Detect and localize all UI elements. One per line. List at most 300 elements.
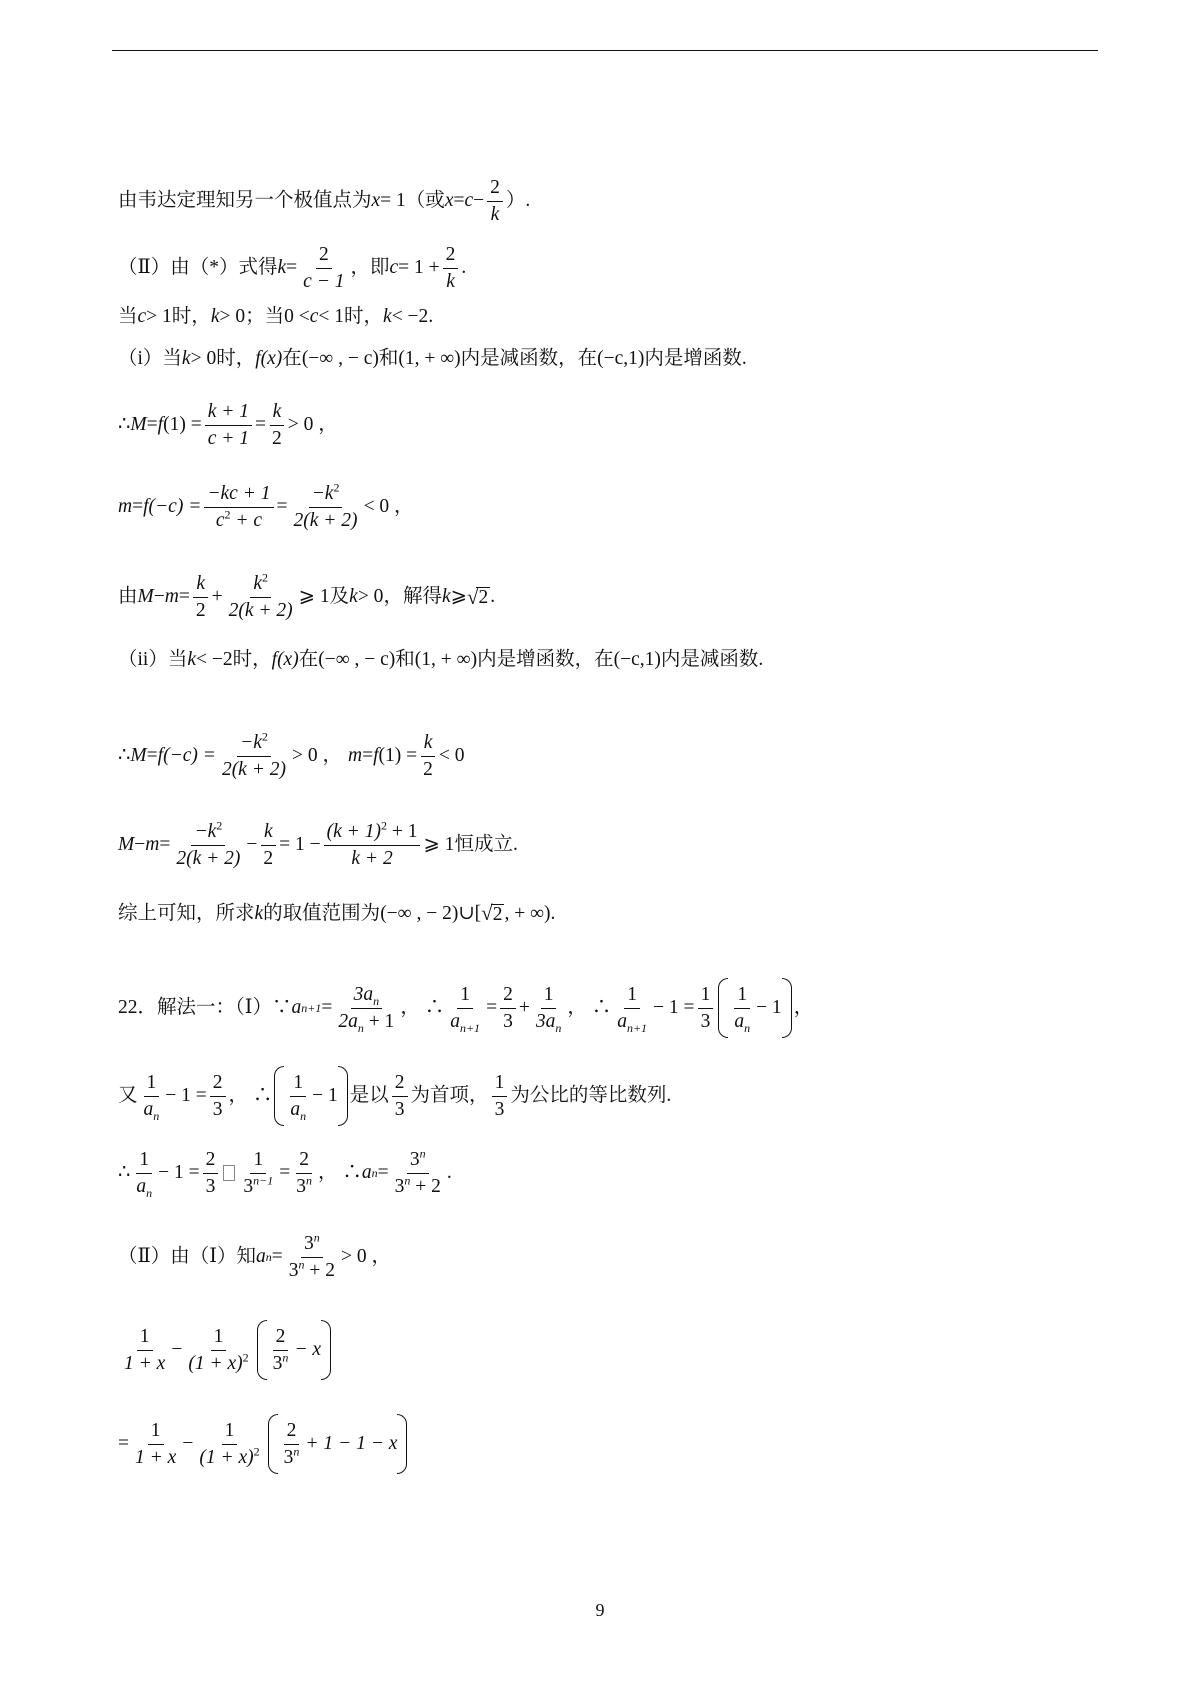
text: = (132, 496, 144, 518)
text: > 0 (190, 348, 217, 369)
text: 3 (409, 1149, 420, 1170)
var-f: f (157, 414, 164, 436)
text: = (276, 496, 288, 518)
fraction (698, 985, 714, 1031)
text: = (286, 257, 298, 279)
text: （或 (405, 190, 445, 212)
denominator: 2(k + 2) (221, 758, 286, 780)
fraction (203, 1150, 219, 1196)
text: ；当 (245, 306, 285, 327)
text: 和 (395, 649, 415, 670)
denominator: 2 (195, 599, 206, 621)
fraction (533, 984, 565, 1035)
parenthesized-group (718, 978, 791, 1038)
line-diff-case-ii (118, 818, 518, 869)
exponent: n (306, 1173, 313, 1187)
fraction (121, 1327, 168, 1373)
text: − (182, 1433, 194, 1455)
subscript: n+1 (459, 1020, 481, 1035)
text: (1 + x) (199, 1446, 254, 1468)
numerator: 2 (296, 1150, 312, 1174)
left-paren (268, 1414, 278, 1474)
text: ⩾ 1 (423, 834, 455, 856)
numerator: 2 (203, 1150, 219, 1174)
text: 当 (118, 306, 138, 327)
text: (1 + x) (188, 1352, 243, 1374)
text: ）. (505, 190, 531, 212)
fraction (487, 178, 503, 224)
denominator: 2 (263, 847, 274, 869)
text: > 0 (357, 586, 384, 608)
subscript: n+1 (626, 1020, 648, 1035)
numerator (309, 480, 343, 508)
text: (k + 1) (326, 821, 381, 842)
text: 恒成立. (454, 834, 518, 856)
text: 3 (296, 1175, 307, 1197)
text: （i）当 (118, 348, 182, 369)
text: = (279, 1162, 291, 1184)
var-k: k (277, 257, 287, 279)
interval: (1, + ∞) (398, 348, 461, 369)
text: − 1 (312, 1085, 338, 1107)
text: = (362, 745, 374, 767)
denominator (196, 1445, 262, 1468)
text: > 0 (219, 306, 246, 327)
parenthesized-group (268, 1414, 408, 1474)
text: ⩾ 1 (298, 586, 330, 608)
var-k: k (181, 348, 191, 369)
var-f: f (143, 496, 149, 518)
numerator: 1 (211, 1327, 227, 1351)
text: > 1 (146, 306, 172, 327)
text: ，解得 (383, 586, 442, 608)
numerator: k (270, 402, 285, 426)
var-x: x (371, 190, 381, 212)
text: + 1 (363, 1010, 395, 1032)
text: − (246, 834, 258, 856)
denominator: 3 (700, 1010, 711, 1032)
line-case-i (118, 349, 747, 369)
numerator: 1 (148, 1421, 164, 1445)
text: = (159, 834, 171, 856)
var-f: f (255, 348, 261, 369)
parenthesized-group (257, 1320, 331, 1380)
fraction (281, 1421, 303, 1467)
denominator (240, 1174, 276, 1197)
text: − x (294, 1339, 322, 1361)
fraction (324, 818, 421, 869)
var-a: a (255, 1246, 266, 1268)
text: = (271, 1246, 283, 1268)
line-M-case-i (118, 402, 338, 448)
fraction (185, 1327, 251, 1373)
numerator (301, 1230, 323, 1258)
radical-sign: √ (481, 901, 493, 925)
right-paren (321, 1320, 331, 1380)
numerator: 1 (624, 985, 640, 1009)
text: 3 (394, 1175, 405, 1197)
exponent: n (419, 1146, 426, 1161)
interval: (−∞ , − c) (318, 649, 396, 670)
denominator (213, 508, 265, 531)
var-a: a (291, 997, 302, 1019)
text: (−c) = (163, 745, 216, 767)
denominator (270, 1351, 292, 1374)
numerator (407, 1146, 429, 1174)
denominator: 3 (394, 1098, 405, 1120)
missing-glyph-box (223, 1165, 235, 1181)
fraction (141, 1072, 163, 1123)
text: = (178, 586, 190, 608)
var-f: f (157, 745, 164, 767)
denominator: c − 1 (303, 270, 345, 292)
var-x: x (444, 190, 454, 212)
text: < −2 (196, 649, 233, 670)
fraction (210, 1073, 226, 1119)
denominator: 2 (272, 427, 282, 449)
fraction (260, 822, 276, 868)
right-paren (397, 1414, 407, 1474)
interval: (−c,1) (597, 348, 645, 369)
denominator: 1 + x (124, 1352, 166, 1374)
numerator: 1 (457, 985, 473, 1009)
text: + (211, 586, 223, 608)
line-problem-22: 22．解法一：（Ⅰ）∵ a n+1 = $\frac{3a_n}{2a_n + 1}$ ， ∴ $\frac{1}{a_{n+1}}$ = $\frac{2}{3}$ + $\frac{1}{3a_n}$ ， ∴ $\frac{1}{a_{n+1}}$ − 1 = $\frac{1}{3}$ $\frac{1}{a_n}$ − 1 ， (118, 978, 813, 1038)
var-c: c (464, 190, 474, 212)
fraction (614, 984, 650, 1035)
var-M: M (137, 586, 154, 608)
fraction (204, 484, 273, 530)
denominator (731, 1009, 753, 1035)
text: < 1 (318, 306, 345, 327)
text: 内是增函数. (644, 348, 747, 369)
text: 内是减函数. (660, 649, 764, 670)
numerator (351, 985, 383, 1009)
text: ，即 (350, 257, 390, 279)
fraction (392, 1146, 444, 1197)
numerator: 2 (284, 1421, 300, 1445)
text: − 1 (756, 997, 782, 1019)
subscript: n (357, 1020, 364, 1035)
var-k: k (349, 586, 358, 608)
text: (−c) = (148, 496, 202, 518)
exponent: 2 (261, 729, 268, 744)
denominator (293, 1174, 315, 1197)
denominator: 2(k + 2) (293, 509, 358, 531)
text: 在 (282, 348, 302, 369)
text: . (461, 257, 467, 279)
fraction (492, 1073, 508, 1119)
exponent: 2 (216, 818, 223, 833)
text: + (518, 997, 530, 1019)
text: 为公比的等比数列. (510, 1085, 672, 1107)
numerator: 2 (500, 985, 516, 1009)
text: 时， (232, 649, 272, 670)
fraction (500, 985, 516, 1031)
header-rule (112, 50, 1098, 51)
parenthesized-group (274, 1066, 347, 1126)
text: 由韦达定理知另一个极值点为 (118, 190, 372, 212)
denominator: 2(k + 2) (176, 847, 241, 869)
var-M: M (130, 745, 147, 767)
fraction (287, 1072, 309, 1123)
exponent: 2 (253, 1444, 260, 1458)
text: k (253, 573, 262, 594)
text: 时， (344, 306, 384, 327)
text: [ (474, 902, 482, 924)
text: a (617, 1010, 627, 1032)
denominator: c + 1 (207, 427, 250, 449)
text: + 1 (386, 821, 418, 842)
left-paren (274, 1066, 284, 1126)
denominator: 3 (494, 1098, 505, 1120)
var-m: m (348, 745, 363, 767)
fraction (293, 1150, 315, 1196)
numerator: 2 (210, 1073, 226, 1097)
text: −k (311, 483, 334, 504)
text: a (450, 1010, 460, 1032)
radical-sign: √ (466, 584, 479, 609)
numerator: 2 (316, 245, 332, 269)
numerator: 2 (273, 1327, 289, 1351)
text: = (255, 414, 267, 436)
numerator: 1 (734, 985, 750, 1009)
fraction (731, 984, 753, 1035)
text: c (215, 509, 225, 531)
subscript: n (373, 993, 380, 1008)
var-M: M (118, 834, 135, 856)
text: = (453, 190, 465, 212)
line-cases (118, 307, 433, 327)
text: = (377, 1162, 389, 1184)
text: −k (240, 732, 262, 753)
numerator: 2 (392, 1073, 408, 1097)
denominator: k (490, 203, 500, 225)
text: a (143, 1098, 154, 1120)
text: . (446, 1162, 452, 1184)
fraction (133, 1149, 155, 1200)
exponent: n (404, 1173, 411, 1187)
var-a: a (361, 1162, 372, 1184)
text: = 1 + (398, 257, 440, 279)
numerator (237, 729, 271, 757)
subscript: n (300, 1108, 307, 1123)
fraction (269, 402, 285, 448)
numerator: 2 (487, 178, 503, 202)
text: ∴ (118, 1162, 131, 1184)
text: a (136, 1175, 147, 1197)
denominator (447, 1009, 483, 1035)
denominator (185, 1351, 251, 1374)
text: ， ∴ (318, 1162, 362, 1184)
numerator: 1 (290, 1073, 306, 1097)
fraction (193, 574, 209, 620)
subscript: n (555, 1020, 562, 1035)
exponent: n (313, 1230, 320, 1245)
fraction (286, 1230, 338, 1281)
var-k: k (187, 649, 196, 670)
text: 2a (338, 1010, 358, 1032)
fraction (392, 1073, 408, 1119)
subscript: n (153, 1108, 160, 1123)
text: 3a (535, 1010, 556, 1032)
text: − (473, 190, 485, 212)
text: 3 (303, 1233, 314, 1254)
denominator (335, 1009, 397, 1035)
var-k: k (441, 586, 451, 608)
text: − (171, 1339, 183, 1361)
text: − 1 = (653, 997, 695, 1019)
numerator: 1 (250, 1150, 266, 1174)
text: < −2 (391, 306, 429, 327)
fraction (219, 729, 289, 780)
text: + c (230, 509, 263, 531)
var-m: m (164, 586, 179, 608)
text: 内是减函数，在 (460, 348, 598, 369)
text: ， ∴ (228, 1085, 273, 1107)
radicand: 2 (492, 903, 503, 925)
fraction (132, 1421, 179, 1467)
union-symbol: ∪ (458, 902, 475, 924)
fraction (196, 1421, 262, 1467)
text: + 1 − 1 − x (305, 1433, 398, 1455)
fraction (300, 245, 347, 291)
var-c: c (389, 257, 399, 279)
line-expression-2 (118, 1414, 409, 1474)
text: (1) = (163, 414, 202, 436)
text: 的取值范围为 (263, 902, 381, 924)
text: 是以 (349, 1085, 389, 1107)
numerator: k (261, 822, 276, 846)
denominator: 2(k + 2) (228, 599, 293, 621)
right-paren (338, 1066, 348, 1126)
text: ， ∴ (400, 997, 445, 1019)
text: = (146, 745, 158, 767)
numerator: 1 (144, 1073, 160, 1097)
denominator: 3 (205, 1175, 216, 1197)
denominator (133, 1174, 155, 1200)
text: . (550, 902, 556, 924)
text: 内是增函数，在 (477, 649, 614, 670)
var-c: c (137, 306, 147, 327)
denominator: k (446, 270, 455, 292)
text: ， (793, 997, 814, 1019)
exponent: 2 (224, 507, 231, 521)
numerator (324, 818, 421, 846)
text: 3 (283, 1446, 294, 1468)
denominator: 3 (503, 1010, 513, 1032)
interval: (−c,1) (613, 649, 661, 670)
var-M: M (130, 414, 147, 436)
text: a (290, 1098, 301, 1120)
numerator (191, 818, 225, 846)
fraction (420, 733, 436, 779)
fraction (173, 818, 243, 869)
text: (x) (277, 649, 299, 670)
line-M-m-case-ii (118, 729, 465, 780)
page-number: 9 (595, 1600, 605, 1620)
var-m: m (145, 834, 160, 856)
right-paren (782, 978, 792, 1038)
var-k: k (210, 306, 220, 327)
exponent: 2 (333, 480, 340, 495)
numerator: 2 (443, 245, 459, 269)
text: 又 (118, 1085, 138, 1107)
text: < 0 (438, 745, 465, 767)
line-conclusion (118, 903, 555, 924)
text: 时， (171, 306, 211, 327)
line-case-ii (118, 650, 763, 670)
text: = (321, 997, 333, 1019)
text: > 0 ， (340, 1246, 391, 1268)
text: + 2 (410, 1175, 441, 1197)
numerator: −kc + 1 (204, 484, 273, 508)
text: ， ∴ (567, 997, 612, 1019)
line-general-term: ∴ $\frac{1}{a_n}$ − 1 = $\frac{2}{3}$ $\frac{1}{3^{n-1}}$ = $\frac{2}{3^n}$ ， ∴ a n = $\frac{3^n}{3^n + 2}$ . (118, 1146, 452, 1200)
text: ∴ (118, 414, 131, 436)
fraction (270, 1327, 292, 1373)
radicand: 2 (478, 587, 489, 608)
text: 22．解法一：（Ⅰ）∵ (118, 997, 292, 1019)
line-m-case-i (118, 480, 414, 531)
line-solve-case-i (118, 570, 496, 621)
text: a (734, 1010, 745, 1032)
text: . (490, 586, 496, 608)
text: （Ⅱ）由（Ⅰ）知 (118, 1246, 256, 1268)
text: < 0 ， (363, 496, 414, 518)
text: 综上可知，所求 (118, 902, 255, 924)
line-geometric-seq (118, 1066, 671, 1126)
text: = 1 − (279, 834, 321, 856)
text: = 1 (380, 190, 406, 212)
fraction (226, 570, 296, 621)
text: + 2 (304, 1259, 335, 1281)
text: = (146, 414, 158, 436)
text: 及 (329, 586, 350, 608)
interval: (−∞ , − 2) (380, 902, 459, 924)
text: = (486, 997, 498, 1019)
text: 3 (272, 1352, 283, 1374)
var-f: f (271, 649, 278, 670)
text: 在 (298, 649, 319, 670)
text: −k (194, 821, 217, 842)
text: （Ⅱ）由（*）式得 (118, 257, 278, 279)
denominator (141, 1097, 163, 1123)
numerator: k (193, 574, 208, 598)
text: (1) = (378, 745, 418, 767)
fraction (335, 984, 397, 1035)
var-f: f (373, 745, 379, 767)
denominator (287, 1097, 309, 1123)
fraction (291, 480, 361, 531)
var-m: m (118, 496, 133, 518)
text: = (118, 1433, 129, 1455)
numerator: k (421, 733, 436, 757)
text: − (153, 586, 165, 608)
exponent: 2 (261, 570, 268, 585)
text: 3a (353, 984, 374, 1005)
text: 由 (118, 586, 138, 608)
exponent: n (282, 1350, 289, 1364)
text: (x) (260, 348, 283, 369)
numerator: 1 (698, 985, 714, 1009)
var-k: k (383, 306, 392, 327)
interval: (−∞ , − c) (301, 348, 379, 369)
var-k: k (254, 902, 264, 924)
text: 为首项， (410, 1085, 489, 1107)
denominator (392, 1174, 444, 1197)
line-vieta (118, 178, 530, 224)
